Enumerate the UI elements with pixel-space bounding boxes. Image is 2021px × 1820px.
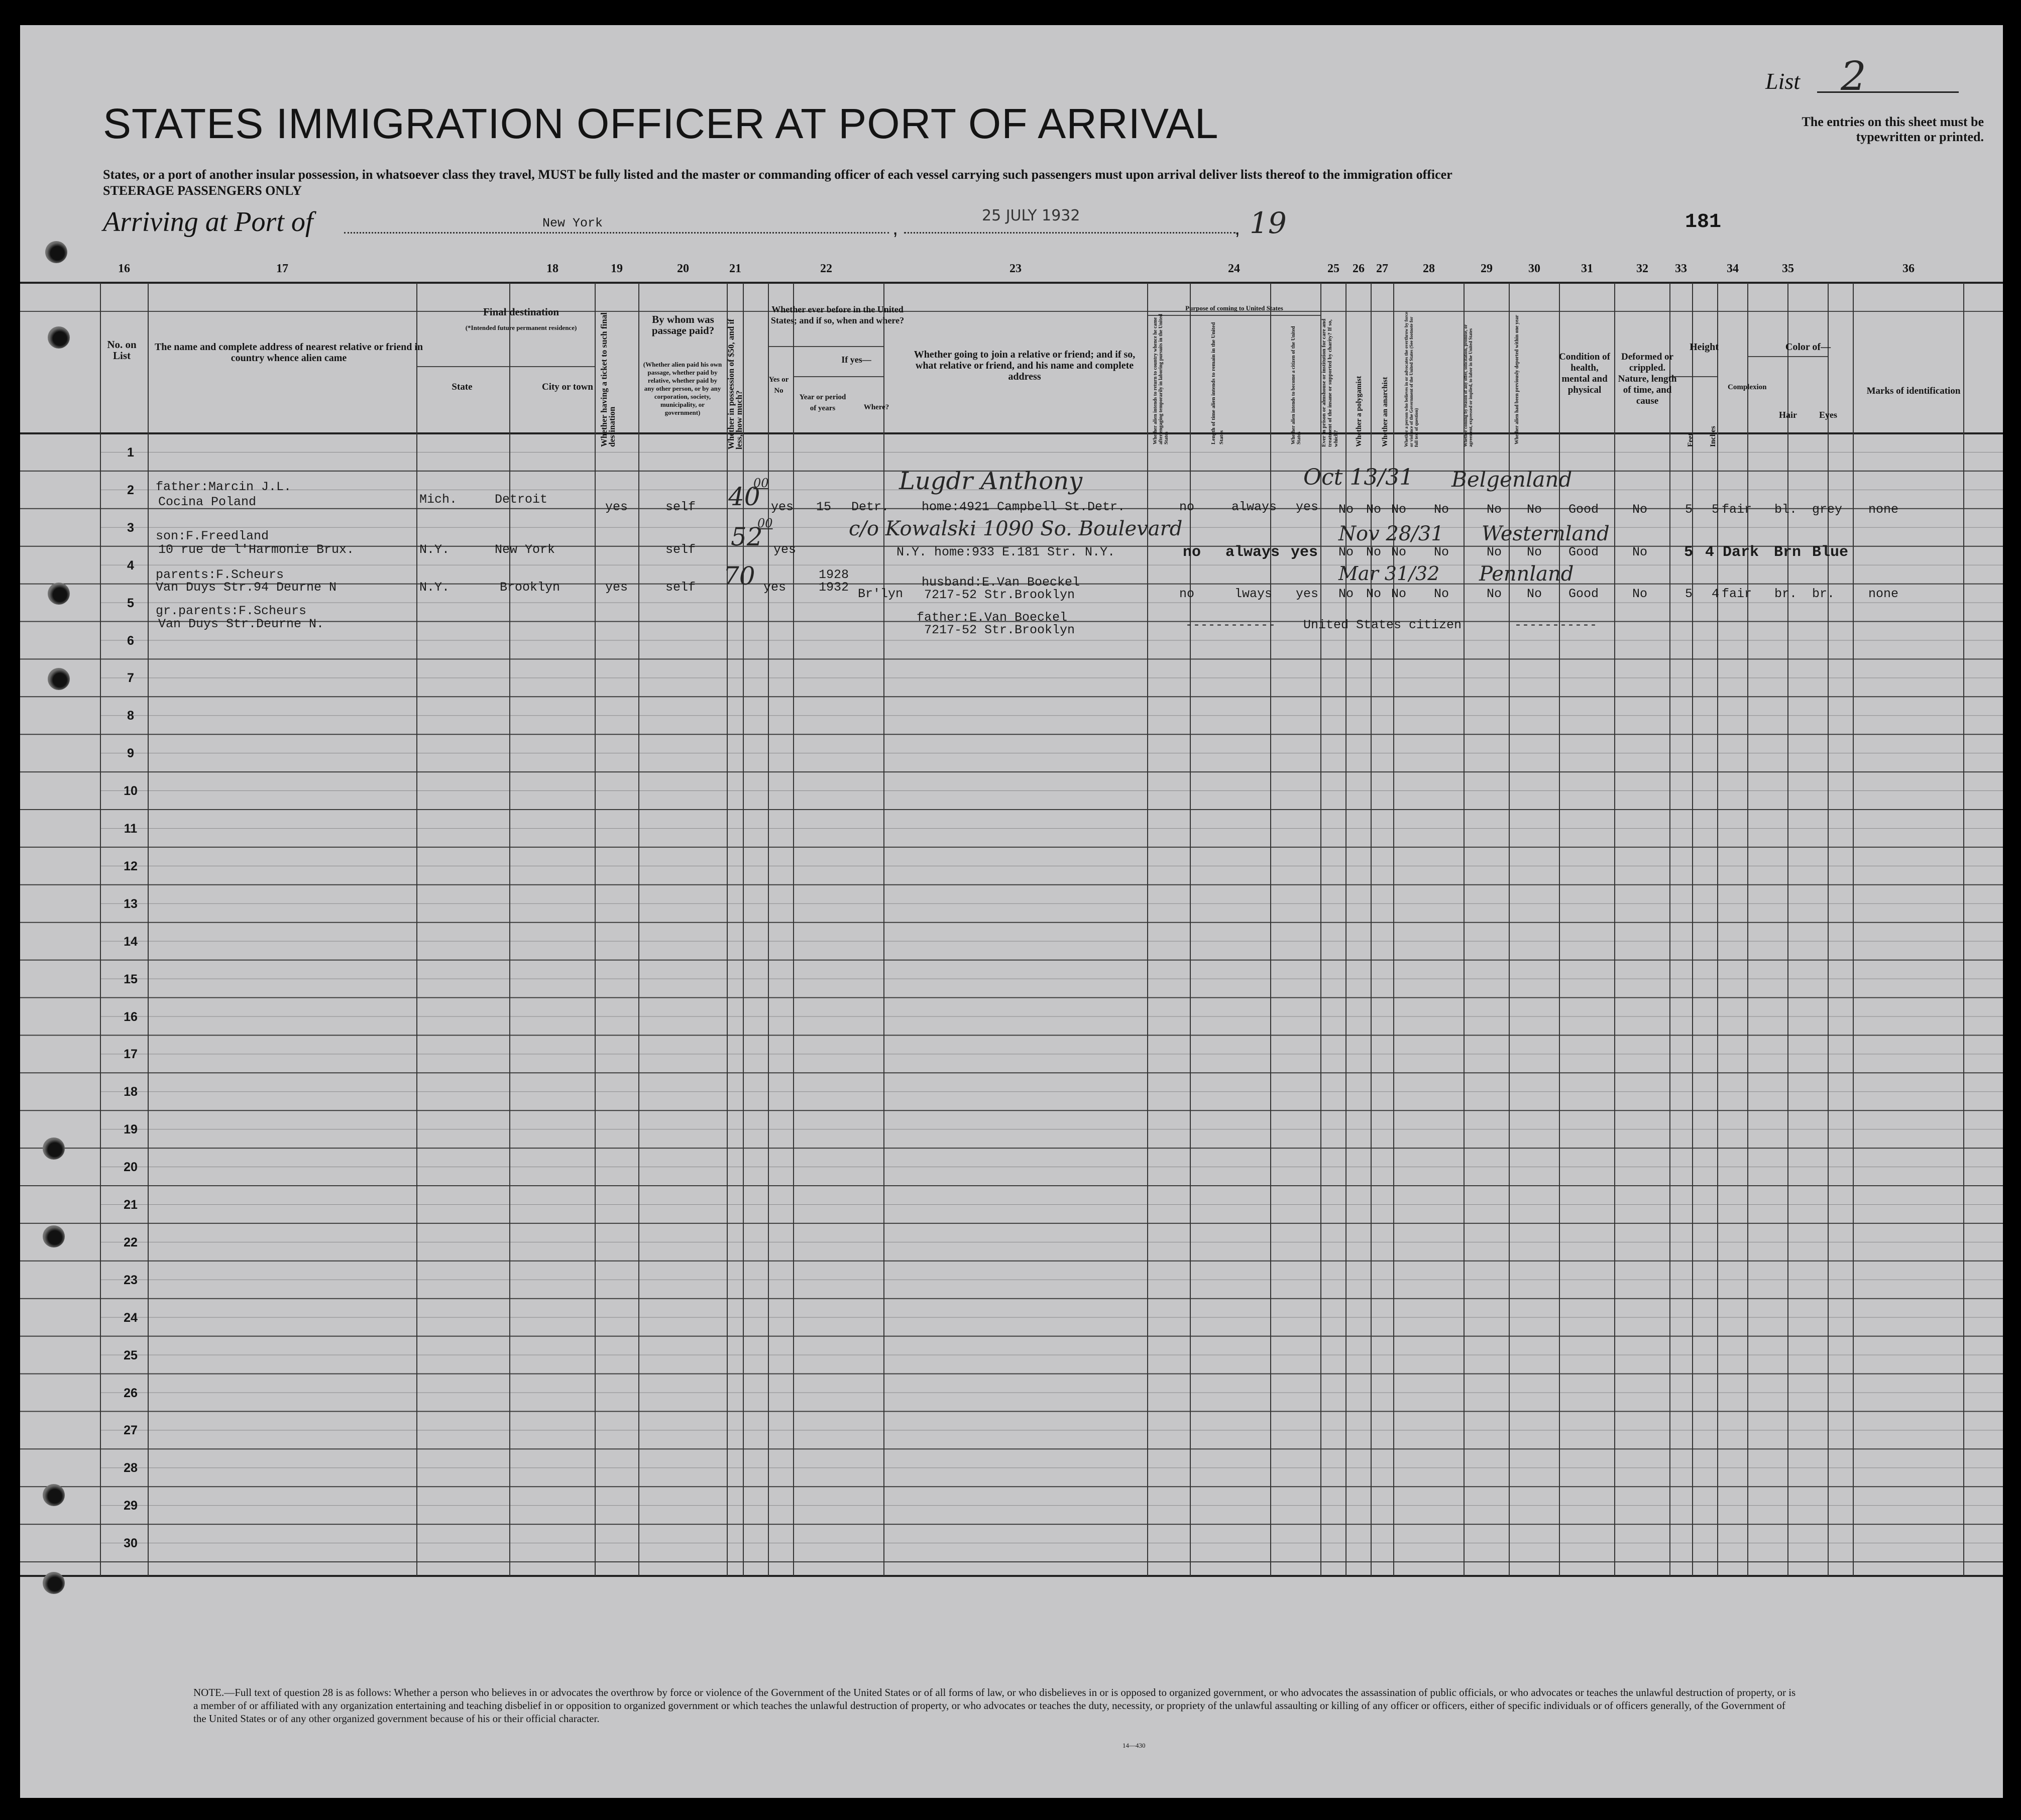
column-number: 23: [1009, 262, 1022, 275]
row2-before: yes: [773, 542, 797, 557]
row-number: 4: [127, 558, 134, 573]
row-number: 11: [124, 822, 138, 836]
row3-city: Brooklyn: [500, 580, 560, 595]
row2-overthrow: No: [1434, 545, 1449, 559]
header-year: Year or period of years: [799, 393, 846, 412]
header-if-yes: If yes—: [841, 355, 871, 365]
header-inches: Inches: [1709, 426, 1717, 447]
row2-city: New York: [495, 542, 555, 557]
row4-dash-left: ------------: [1185, 618, 1276, 632]
row2-polygamist: No: [1366, 545, 1382, 559]
row1-citizen: yes: [1296, 500, 1319, 514]
header-relative: The name and complete address of nearest relative or friend in country whence alien came: [154, 342, 423, 364]
row2-deformed: No: [1632, 545, 1648, 559]
row1-money: 40: [728, 482, 760, 511]
header-feet: Feet: [1687, 433, 1695, 447]
column-number: 31: [1581, 262, 1593, 275]
row3-return: no: [1179, 587, 1195, 601]
row2-relative: son:F.Freedland: [156, 529, 269, 543]
row2-relative-addr: 10 rue de l'Harmonie Brux.: [158, 542, 355, 557]
column-number: 33: [1675, 262, 1687, 275]
column-number: 36: [1902, 262, 1915, 275]
row-number: 9: [127, 746, 134, 761]
header-final-destination-note: (*Intended future permanent residence): [465, 324, 577, 331]
row3-deformed: No: [1632, 587, 1648, 601]
row3-deported: No: [1527, 587, 1542, 601]
row3-offer: No: [1487, 587, 1502, 601]
header-instructions: States, or a port of another insular possession, in whatsoever class they travel, MUST be fully listed and the master or commanding officer of each vessel carrying such passengers must upon arrival deliver lists thereof to the immigration officer: [103, 167, 1452, 182]
header-return: Whether alien intends to return to country whence he came after engaging temporarily in laboring pursuits in the United States: [1153, 314, 1169, 444]
row-number: 24: [124, 1310, 138, 1325]
row1-annotation-date: Oct 13/31: [1303, 465, 1414, 490]
row3-year2: 1932: [819, 580, 849, 595]
row3-join2: 7217-52 Str.Brooklyn: [924, 588, 1075, 602]
row-number: 1: [127, 445, 134, 460]
row3-citizen: yes: [1296, 587, 1319, 601]
column-number: 30: [1528, 262, 1540, 275]
column-number: 25: [1327, 262, 1339, 275]
row2-annotation-date: Nov 28/31: [1338, 522, 1444, 545]
row3-where: Br'lyn: [858, 587, 904, 601]
row1-ticket: yes: [605, 500, 628, 514]
row-number: 27: [124, 1423, 138, 1438]
row-number: 8: [127, 709, 134, 723]
row3-prison: No: [1338, 587, 1354, 601]
header-color: Color of—: [1785, 342, 1831, 353]
binder-hole: [48, 326, 70, 349]
header-purpose: Purpose of coming to United States: [1185, 304, 1283, 312]
sheet-number: 181: [1685, 211, 1722, 234]
row3-relative-addr: Van Duys Str.94 Deurne N: [156, 580, 337, 595]
date-stamp: 25 JULY 1932: [982, 207, 1080, 224]
column-number: 22: [820, 262, 832, 275]
row-number: 12: [124, 859, 138, 873]
binder-hole: [43, 1484, 65, 1506]
row1-join: home:4921 Campbell St.Detr.: [922, 500, 1126, 514]
row3-feet: 5: [1685, 587, 1693, 601]
row1-feet: 5: [1685, 502, 1693, 517]
row-number: 19: [124, 1122, 138, 1137]
row3-polygamist: No: [1366, 587, 1382, 601]
row3-annotation-ship: Pennland: [1479, 562, 1574, 586]
row3-overthrow: No: [1434, 587, 1449, 601]
row-number: 10: [124, 784, 138, 799]
column-number: 28: [1423, 262, 1435, 275]
row2-feet: 5: [1684, 544, 1694, 561]
column-number: 29: [1481, 262, 1493, 275]
row2-anarchist: No: [1391, 545, 1407, 559]
header-health: Condition of health, mental and physical: [1559, 352, 1610, 395]
column-number: 34: [1727, 262, 1739, 275]
header-paid-by-note: (Whether alien paid his own passage, whether paid by relative, whether paid by any other person, or by any corporation, society, municipality, or government): [643, 361, 722, 416]
column-number: 32: [1636, 262, 1648, 275]
column-number: 16: [118, 262, 130, 275]
row2-deported: No: [1527, 545, 1542, 559]
header-height: Height: [1690, 342, 1719, 353]
row3-length: lways: [1234, 587, 1273, 601]
header-before: Whether ever before in the United States; and if so, when and where?: [770, 304, 905, 325]
column-number: 26: [1353, 262, 1365, 275]
column-number: 24: [1228, 262, 1240, 275]
comma-separator-2: ,: [1234, 217, 1241, 239]
header-anarchist: Whether an anarchist: [1381, 377, 1389, 447]
row1-anarchist: No: [1391, 502, 1407, 517]
binder-hole: [45, 241, 67, 263]
row2-join-handwritten: c/o Kowalski 1090 So. Boulevard: [849, 517, 1183, 540]
row1-money-cents: 00: [753, 476, 769, 490]
column-number: 21: [729, 262, 741, 275]
header-length: Length of time alien intends to remain in the United States: [1210, 322, 1224, 444]
arriving-label: Arriving at Port of: [103, 206, 313, 238]
header-paid-by: By whom was passage paid?: [651, 313, 715, 336]
row1-length: always: [1231, 500, 1277, 514]
row3-inches: 4: [1712, 587, 1720, 601]
row3-paid-by: self: [665, 580, 696, 595]
port-dotted-line: [344, 232, 889, 234]
row-number: 16: [124, 1009, 138, 1024]
row1-relative: father:Marcin J.L.: [156, 480, 292, 494]
header-marks: Marks of identification: [1866, 386, 1961, 396]
header-yes-no: Yes or No: [768, 376, 789, 395]
row2-complexion: Dark: [1723, 544, 1759, 561]
column-number: 35: [1782, 262, 1794, 275]
comma-separator: ,: [892, 217, 899, 239]
row1-eyes: grey: [1812, 502, 1843, 517]
manifest-sheet: [20, 25, 2003, 1798]
header-deformed: Deformed or crippled. Nature, length of time, and cause: [1618, 352, 1677, 406]
row2-money: 52: [731, 522, 763, 551]
header-overthrow: Whether a person who believes in or advocates the overthrow by force or violence of the Government of the United States (See footnote for full text of question): [1404, 311, 1419, 447]
header-money: Whether in possession of $50, and if less, how much?: [726, 319, 744, 449]
typewritten-note: The entries on this sheet must be typewritten or printed.: [1802, 115, 1984, 144]
row1-where: Detr.: [851, 500, 889, 514]
row4-join: father:E.Van Boeckel: [917, 610, 1068, 625]
header-ticket: Whether having a ticket to such final destination: [599, 312, 617, 447]
row-number: 20: [124, 1160, 138, 1175]
row1-polygamist: No: [1366, 502, 1382, 517]
column-number: 19: [611, 262, 623, 275]
column-number: 17: [276, 262, 288, 275]
row2-length: always: [1225, 544, 1280, 561]
row4-relative-addr: Van Duys Str.Deurne N.: [158, 617, 324, 631]
row2-inches: 4: [1705, 544, 1715, 561]
row3-ticket: yes: [605, 580, 628, 595]
row-number: 15: [124, 972, 138, 986]
row-number: 14: [124, 934, 138, 949]
row2-money-cents: 00: [757, 516, 773, 530]
header-join: Whether going to join a relative or friend; and if so, what relative or friend, and his name and complete address: [914, 349, 1136, 382]
row4-citizen-note: United States citizen: [1303, 618, 1462, 632]
row-number: 6: [127, 633, 134, 648]
row-number: 29: [124, 1499, 138, 1513]
row1-state: Mich.: [419, 492, 458, 507]
column-number: 27: [1376, 262, 1388, 275]
footnote: NOTE.—Full text of question 28 is as follows: Whether a person who believes in or advocates the overthrow by force or violence of the Government of the United States or of all forms of law, or who disbelieves in or is opposed to organized government, or who advocates the assassination of public officials, or who advocates or teaches the unlawful destruction of property, or is a member of or affiliated with any organization entertaining and teaching disbelief in or opposition to organized government or which teaches the unlawful destruction of property, or who advocates or teaches the duty, necessity, or propriety of the unlawful assaulting or killing of any officer or officers, either of specific individuals or of officers generally, of the Government of the United States or of any other organized government because of his or their official character.: [193, 1686, 1796, 1725]
row2-citizen: yes: [1291, 544, 1318, 561]
row2-return: no: [1183, 544, 1201, 561]
header-offer: Whether coming by reason of any offer, solicitation, promise, or agreement, expressed or implied, to labor in the United States: [1463, 324, 1473, 447]
binder-hole: [43, 1572, 65, 1594]
row-number: 25: [124, 1348, 138, 1362]
form-number: 14—430: [1122, 1742, 1146, 1749]
row1-deported: No: [1527, 502, 1542, 517]
row1-paid-by: self: [665, 500, 696, 514]
row-number: 5: [127, 596, 134, 610]
column-number: 18: [546, 262, 558, 275]
row1-complexion: fair: [1722, 502, 1752, 517]
row1-prison: No: [1338, 502, 1354, 517]
row2-paid-by: self: [665, 542, 696, 557]
row3-marks: none: [1868, 587, 1899, 601]
row3-before: yes: [763, 580, 787, 595]
row1-deformed: No: [1632, 502, 1648, 517]
row1-annotation-ship: Belgenland: [1451, 467, 1573, 492]
row2-hair: Brn: [1774, 544, 1802, 561]
row2-prison: No: [1338, 545, 1354, 559]
header-prison: Ever in prison or almshouse or institution for care and treatment of the insane or supported by charity? If so, which?: [1321, 318, 1339, 447]
header-eyes: Eyes: [1819, 410, 1837, 420]
row3-complexion: fair: [1722, 587, 1752, 601]
row3-join: husband:E.Van Boeckel: [922, 575, 1080, 590]
row-number: 17: [124, 1047, 138, 1062]
row-number: 23: [124, 1273, 138, 1287]
row-number: 2: [127, 483, 134, 497]
header-deported: Whether alien had been previously deported within one year: [1514, 315, 1520, 444]
date-dotted-line: [904, 232, 1236, 234]
table-grid: [20, 25, 2003, 1798]
row1-marks: none: [1868, 502, 1899, 517]
list-number: 2: [1841, 53, 1866, 99]
binder-hole: [48, 668, 70, 690]
row-number: 21: [124, 1198, 138, 1212]
row-number: 3: [127, 520, 134, 535]
row1-hair: bl.: [1774, 502, 1798, 517]
binder-hole: [48, 583, 70, 605]
page-title: STATES IMMIGRATION OFFICER AT PORT OF ARRIVAL: [103, 100, 1219, 147]
row2-health: Good: [1568, 545, 1599, 559]
row2-join: N.Y. home:933 E.181 Str. N.Y.: [896, 545, 1115, 559]
header-city: City or town: [541, 382, 594, 392]
row-number: 26: [124, 1386, 138, 1400]
header-state: State: [452, 382, 473, 392]
row3-hair: br.: [1774, 587, 1798, 601]
row4-relative: gr.parents:F.Scheurs: [156, 604, 307, 618]
row1-year: 15: [816, 500, 832, 514]
row1-overthrow: No: [1434, 502, 1449, 517]
header-complexion: Complexion: [1728, 383, 1767, 391]
steerage-label: STEERAGE PASSENGERS ONLY: [103, 183, 302, 198]
year-prefix: 19: [1250, 206, 1287, 240]
binder-hole: [43, 1225, 65, 1247]
header-no-on-list: No. on List: [107, 338, 137, 362]
row3-anarchist: No: [1391, 587, 1407, 601]
row3-relative: parents:F.Scheurs: [156, 567, 284, 582]
header-final-destination: Final destination: [483, 306, 559, 318]
header-hair: Hair: [1779, 410, 1797, 420]
list-label: List: [1765, 68, 1801, 94]
row1-inches: 5: [1712, 502, 1720, 517]
row4-dash-right: -----------: [1514, 618, 1598, 632]
column-number: 20: [677, 262, 689, 275]
row3-state: N.Y.: [419, 580, 450, 595]
row2-offer: No: [1487, 545, 1502, 559]
row2-state: N.Y.: [419, 542, 450, 557]
row3-health: Good: [1568, 587, 1599, 601]
row3-year: 1928: [819, 567, 849, 582]
header-citizen: Whether alien intends to become a citizen of the United States: [1291, 326, 1302, 444]
row1-return: no: [1179, 500, 1195, 514]
row2-annotation-ship: Westernland: [1482, 522, 1610, 545]
row4-join2: 7217-52 Str.Brooklyn: [924, 623, 1075, 637]
row3-annotation-date: Mar 31/32: [1338, 562, 1440, 585]
row1-before: yes: [771, 500, 794, 514]
row1-offer: No: [1487, 502, 1502, 517]
row-number: 18: [124, 1085, 138, 1099]
row1-city: Detroit: [495, 492, 548, 507]
port-value: New York: [542, 216, 603, 231]
row2-eyes: Blue: [1812, 544, 1849, 561]
header-where: Where?: [863, 403, 889, 411]
list-number-line: [1817, 91, 1959, 93]
row-number: 7: [127, 671, 134, 686]
row3-money: 70: [723, 561, 755, 591]
row-number: 22: [124, 1235, 138, 1249]
row-number: 28: [124, 1461, 138, 1475]
row1-health: Good: [1568, 502, 1599, 517]
header-polygamist: Whether a polygamist: [1355, 376, 1363, 447]
row1-join-handwritten: Lugdr Anthony: [899, 467, 1083, 495]
row-number: 30: [124, 1536, 138, 1551]
row3-eyes: br.: [1812, 587, 1835, 601]
row1-relative-addr: Cocina Poland: [158, 495, 257, 509]
row-number: 13: [124, 896, 138, 911]
binder-hole: [43, 1138, 65, 1160]
